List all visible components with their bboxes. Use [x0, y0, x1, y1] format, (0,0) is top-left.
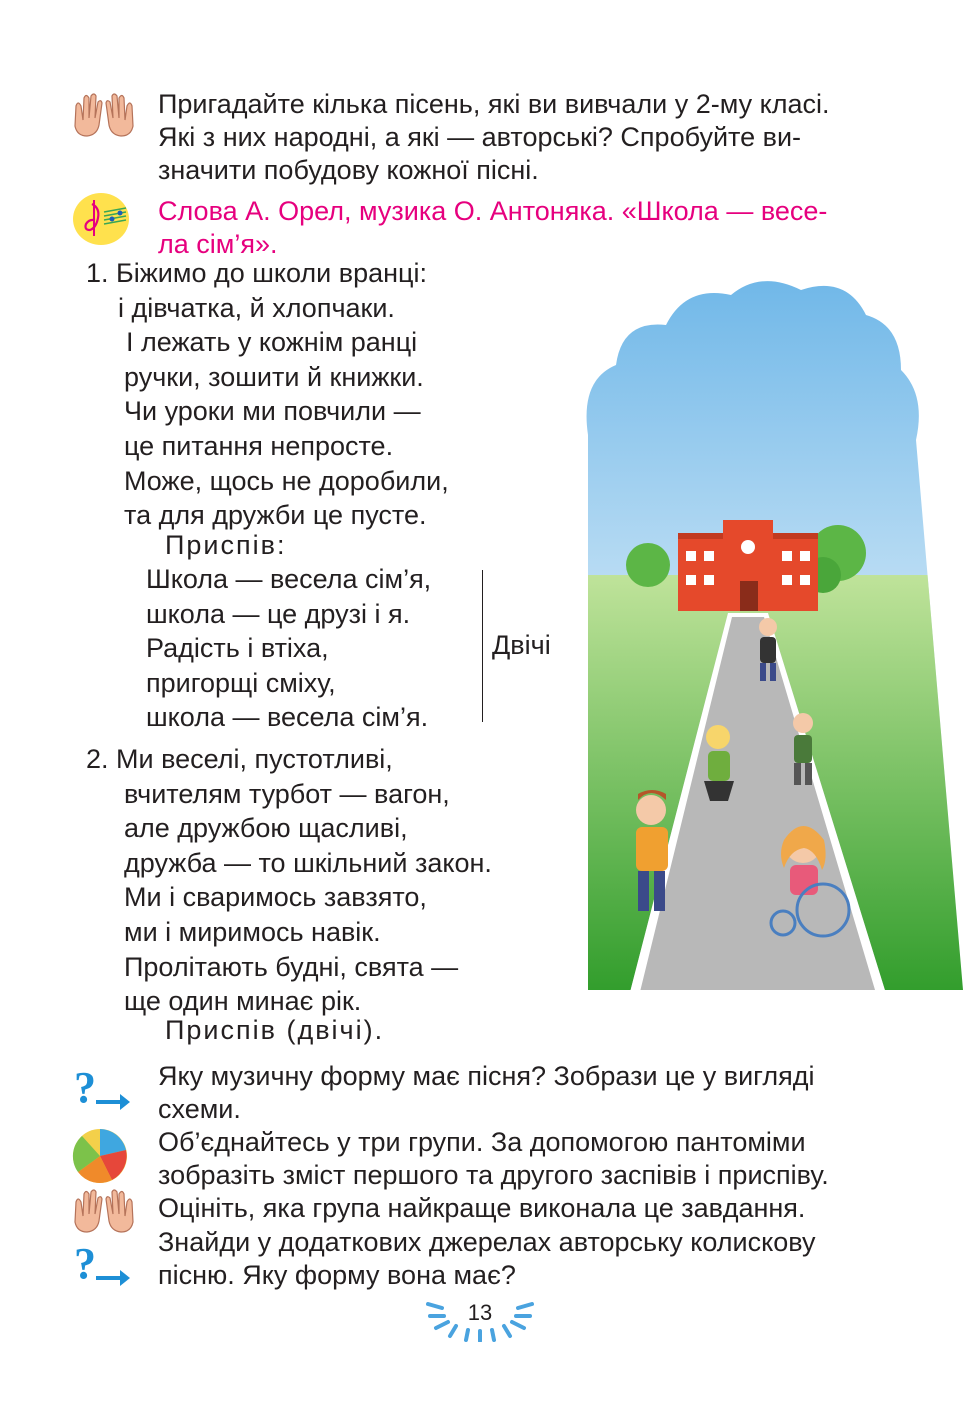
verse-line: І лежать у кожнім ранці	[126, 327, 418, 358]
song-title-line: ла сім’я».	[158, 229, 278, 259]
task-1	[158, 1060, 868, 1126]
verse-line: ще один минає рік.	[124, 986, 362, 1017]
task-line: пісню. Яку форму вона має?	[158, 1260, 516, 1290]
ball-icon	[72, 1128, 128, 1184]
verse-line: Ми і сваримось завзято,	[124, 882, 427, 913]
question-arrow-icon	[72, 1238, 132, 1290]
refrain-title: Приспів:	[165, 530, 287, 560]
refrain-bracket	[476, 570, 483, 722]
refrain-line: Школа — весела сім’я,	[146, 564, 432, 594]
task-line: Знайди у додаткових джерелах авторську колискову	[158, 1227, 816, 1257]
verse-line: але дружбою щасливі,	[124, 813, 408, 844]
task-line: зобразіть зміст першого та другого заспівів і приспіву.	[158, 1160, 829, 1190]
task-3	[158, 1226, 868, 1292]
verse-2	[86, 742, 492, 1019]
refrain-line: школа — це друзі і я.	[146, 598, 411, 629]
svg-text:?: ?	[74, 1239, 96, 1288]
intro-line: Які з них народні, а які — авторські? Спробуйте ви-	[158, 122, 802, 152]
task-line: Об’єднайтесь у три групи. За допомогою пантоміми	[158, 1127, 806, 1157]
refrain-line: школа — весела сім’я.	[146, 702, 429, 733]
task-line: Оцініть, яка група найкраще виконала це завдання.	[158, 1193, 806, 1223]
verse-1	[86, 256, 449, 533]
refrain	[146, 562, 431, 735]
song-title	[158, 195, 868, 261]
task-2	[158, 1126, 868, 1225]
page-number-badge	[420, 1290, 540, 1342]
task-line: схеми.	[158, 1094, 241, 1124]
refrain-end: Приспів (двічі).	[165, 1015, 385, 1045]
verse-line: це питання непросте.	[124, 430, 394, 461]
page-number: 13	[467, 1300, 493, 1325]
verse-line: ручки, зошити й книжки.	[124, 361, 424, 392]
verse-line: та для дружби це пусте.	[124, 500, 427, 531]
verse-line: 2. Ми веселі, пустотливі,	[86, 744, 393, 774]
intro-line: значити побудову кожної пісні.	[158, 155, 539, 185]
music-note-icon	[72, 192, 130, 246]
hands-icon	[72, 92, 136, 138]
verse-line: Пролітають будні, свята —	[124, 951, 459, 982]
svg-text:?: ?	[74, 1063, 96, 1112]
verse-line: Може, щось не доробили,	[124, 465, 449, 496]
task-line: Яку музичну форму має пісня? Зобрази це у вигляді	[158, 1061, 815, 1091]
hands-icon	[72, 1188, 136, 1234]
verse-line: дружба — то шкільний закон.	[124, 847, 492, 878]
intro-text	[158, 88, 868, 187]
verse-line: вчителям турбот — вагон,	[124, 778, 450, 809]
verse-line: ми і миримось навік.	[124, 916, 381, 947]
school-illustration	[568, 275, 963, 1000]
refrain-line: Радість і втіха,	[146, 633, 329, 664]
refrain-line: пригорщі сміху,	[146, 667, 336, 698]
verse-line: і дівчатка, й хлопчаки.	[118, 292, 395, 323]
verse-line: 1. Біжимо до школи вранці:	[86, 258, 428, 288]
refrain-repeat-label: Двічі	[492, 630, 551, 660]
song-title-line: Слова А. Орел, музика О. Антоняка. «Школа — весе-	[158, 196, 828, 226]
verse-line: Чи уроки ми повчили —	[124, 396, 421, 427]
question-arrow-icon	[72, 1062, 132, 1114]
intro-line: Пригадайте кілька пісень, які ви вивчали у 2-му класі.	[158, 89, 830, 119]
